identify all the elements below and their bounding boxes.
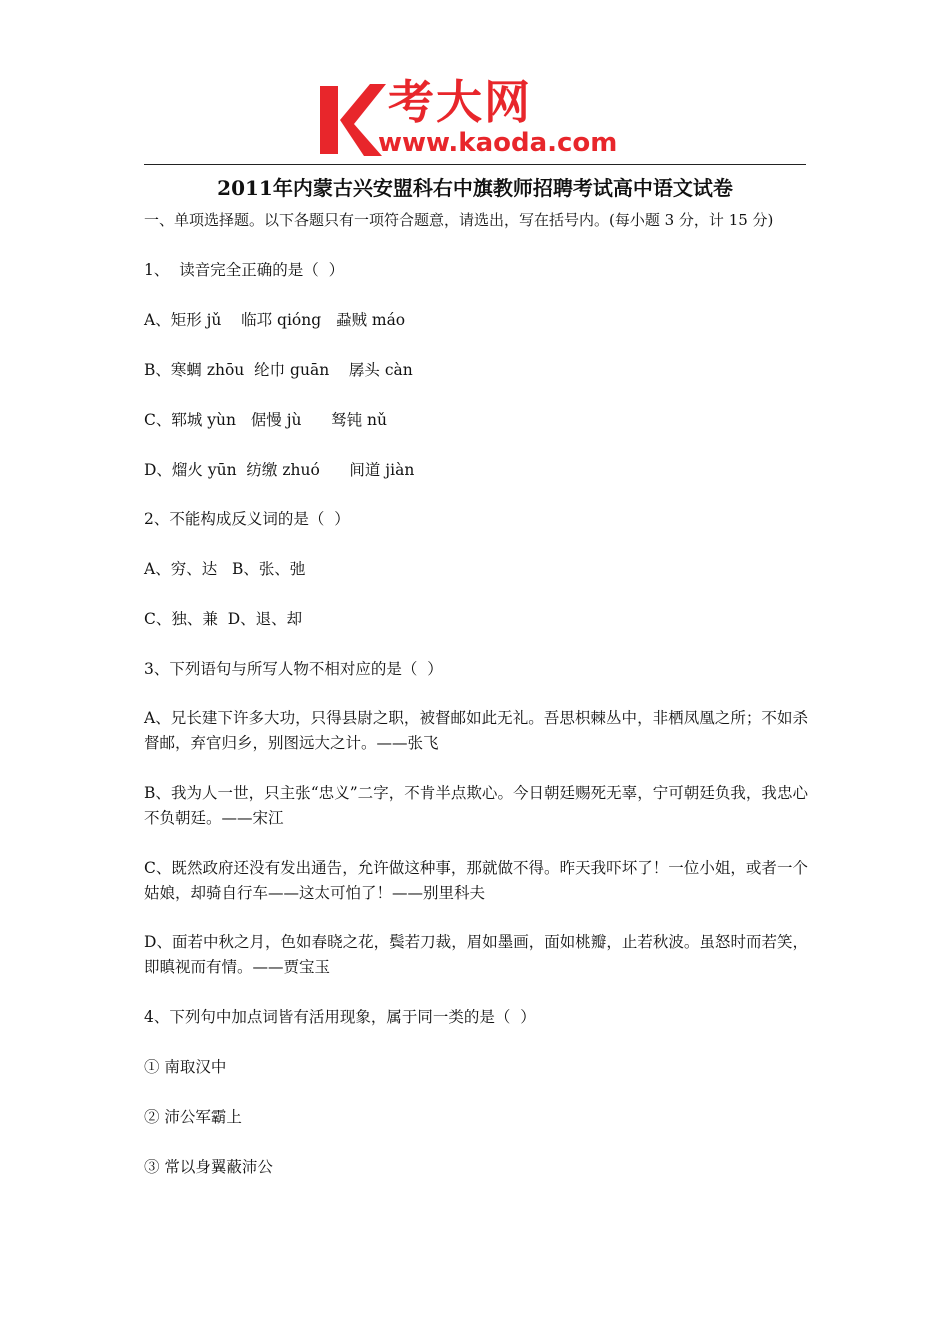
question-3-stem: 3、下列语句与所写人物不相对应的是（ ） <box>144 660 443 678</box>
question-1-option-d: D、熘火 yūn 纺缴 zhuó 间道 jiàn <box>144 461 415 479</box>
question-4-item-3: ③ 常以身翼蔽沛公 <box>144 1158 273 1176</box>
question-3-option-a: A、兄长建下许多大功，只得县尉之职，被督邮如此无礼。吾思枳棘丛中，非栖凤凰之所；不如杀督邮，弃官归乡，别图远大之计。——张飞 <box>144 709 808 752</box>
question-2-option-ab: A、穷、达 B、张、弛 <box>144 560 306 578</box>
header-divider <box>144 164 806 165</box>
logo-brand-text: 考大网 <box>388 75 532 129</box>
logo-url-text: www.kaoda.com <box>378 128 618 158</box>
question-3-option-b: B、我为人一世，只主张“忠义”二字，不肯半点欺心。今日朝廷赐死无辜，宁可朝廷负我，我忠心不负朝廷。——宋江 <box>144 784 808 827</box>
question-1-option-c: C、郓城 yùn 倨慢 jù 驽钝 nǔ <box>144 411 387 429</box>
section-intro: 一、单项选择题。以下各题只有一项符合题意，请选出，写在括号内。(每小题 3 分，计 15 分) <box>144 211 774 229</box>
question-3-option-c: C、既然政府还没有发出通告，允许做这种事，那就做不得。昨天我吓坏了！一位小姐，或者一个姑娘，却骑自行车——这太可怕了！——别里科夫 <box>144 859 808 902</box>
question-1-option-b: B、寒蜩 zhōu 纶巾 guān 孱头 càn <box>144 361 413 379</box>
question-4-stem: 4、下列句中加点词皆有活用现象，属于同一类的是（ ） <box>144 1008 536 1026</box>
question-2-option-cd: C、独、兼 D、退、却 <box>144 610 303 628</box>
question-1-stem: 1、 读音完全正确的是（ ） <box>144 261 345 279</box>
question-2-stem: 2、不能构成反义词的是（ ） <box>144 510 350 528</box>
question-4-item-1: ① 南取汉中 <box>144 1058 227 1076</box>
question-4-item-2: ② 沛公军霸上 <box>144 1108 242 1126</box>
page-title: 2011年内蒙古兴安盟科右中旗教师招聘考试高中语文试卷 <box>217 176 733 200</box>
question-3-option-d: D、面若中秋之月，色如春晓之花，鬓若刀裁，眉如墨画，面如桃瓣，止若秋波。虽怒时而若笑，即瞋视而有情。——贾宝玉 <box>144 933 808 976</box>
question-1-option-a: A、矩形 jǔ 临邛 qióng 蝨贼 máo <box>144 311 406 329</box>
kaoda-logo <box>318 76 648 160</box>
